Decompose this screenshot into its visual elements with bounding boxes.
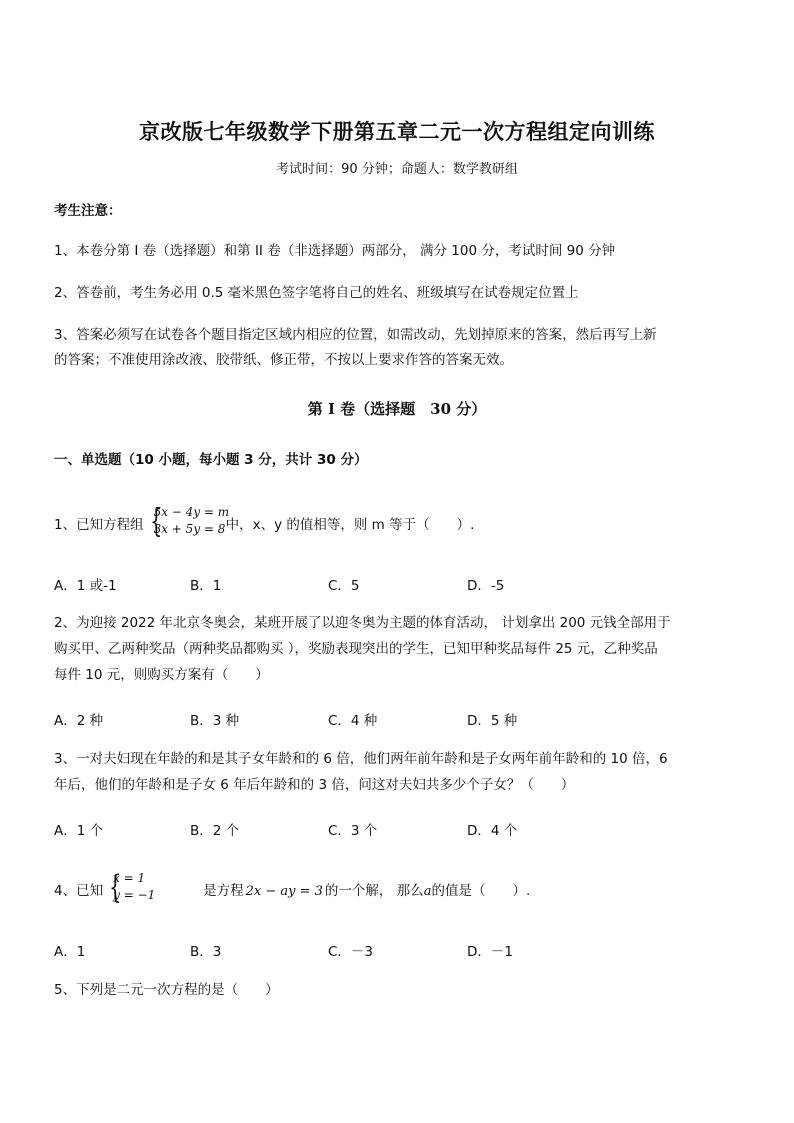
option-c: C．4 种 (328, 713, 378, 729)
question-4 (54, 868, 531, 908)
question-2-line-1: 2、为迎接 2022 年北京冬奥会，某班开展了以迎冬奥为主题的体育活动， 计划拿出 200 元钱全部用于 (54, 615, 671, 631)
option-d: D．4 个 (467, 823, 518, 839)
option-c: C．3 个 (328, 823, 378, 839)
option-a: A．1 (54, 944, 86, 960)
option-b: B．2 个 (190, 823, 240, 839)
system-eq-2: 3x + 5y = 8 (153, 522, 226, 536)
question-4-equation: 2x − ay = 3 (245, 884, 323, 899)
option-a: A．1 个 (54, 823, 104, 839)
notice-item-1: 1、本卷分第 I 卷（选择题）和第 II 卷（非选择题）两部分， 满分 100 分，考试时间 90 分钟 (54, 243, 616, 259)
option-d: D．－1 (467, 944, 513, 960)
brace-icon: { (149, 502, 162, 540)
question-1 (54, 502, 475, 542)
question-4-middle: 是方程 (203, 883, 244, 899)
section-title: 第 I 卷（选择题 30 分） (307, 400, 487, 418)
question-3-line-1: 3、一对夫妇现在年龄的和是其子女年龄和的 6 倍，他们两年前年龄和是子女两年前年龄和的 10 倍，6 (54, 751, 668, 767)
notice-item-3-cont: 的答案；不准使用涂改液、胶带纸、修正带，不按以上要求作答的答案无效。 (54, 352, 513, 368)
brace-icon: { (109, 868, 122, 906)
question-2-line-2: 购买甲、乙两种奖品（两种奖品都购买 ），奖励表现突出的学生，已知甲种奖品每件 25 元，乙种奖品 (54, 641, 658, 657)
option-b: B．3 种 (190, 713, 240, 729)
question-4-var: a (423, 884, 432, 899)
question-2-line-3: 每件 10 元，则购买方案有（ ） (54, 667, 269, 683)
equation-system (149, 502, 230, 540)
solution-x: x = 1 (113, 871, 146, 885)
notice-item-3: 3、答案必须写在试卷各个题目指定区域内相应的位置，如需改动，先划掉原来的答案，然后再写上新 (54, 327, 657, 343)
notice-heading: 考生注意： (54, 203, 122, 219)
question-1-prefix: 1、已知方程组 (54, 517, 144, 533)
option-d: D．5 种 (467, 713, 518, 729)
option-c: C．5 (328, 578, 360, 594)
option-a: A．2 种 (54, 713, 104, 729)
system-eq-1: 5x − 4y = m (153, 505, 230, 519)
exam-info: 考试时间：90 分钟；命题人：数学教研组 (276, 162, 518, 177)
page-title: 京改版七年级数学下册第五章二元一次方程组定向训练 (139, 119, 655, 144)
option-b: B．3 (190, 944, 222, 960)
question-1-suffix: 中，x、y 的值相等，则 m 等于（ ）. (225, 517, 475, 533)
option-b: B．1 (190, 578, 222, 594)
notice-item-2: 2、答卷前，考生务必用 0.5 毫米黑色签字笔将自己的姓名、班级填写在试卷规定位置上 (54, 285, 579, 301)
part-heading: 一、单选题（10 小题，每小题 3 分，共计 30 分） (54, 452, 368, 468)
question-5: 5、下列是二元一次方程的是（ ） (54, 982, 279, 998)
option-c: C．－3 (328, 944, 374, 960)
question-4-suffix2: 的值是（ ）. (431, 883, 531, 899)
question-3-line-2: 年后，他们的年龄和是子女 6 年后年龄和的 3 倍，问这对夫妇共多少个子女？（ ） (54, 777, 575, 793)
option-d: D．-5 (467, 578, 505, 594)
solution-y: y = −1 (113, 888, 156, 902)
solution-system (109, 868, 203, 906)
option-a: A．1 或-1 (54, 578, 117, 594)
question-4-suffix: 的一个解， 那么 (324, 883, 424, 899)
question-4-prefix: 4、已知 (54, 883, 104, 899)
